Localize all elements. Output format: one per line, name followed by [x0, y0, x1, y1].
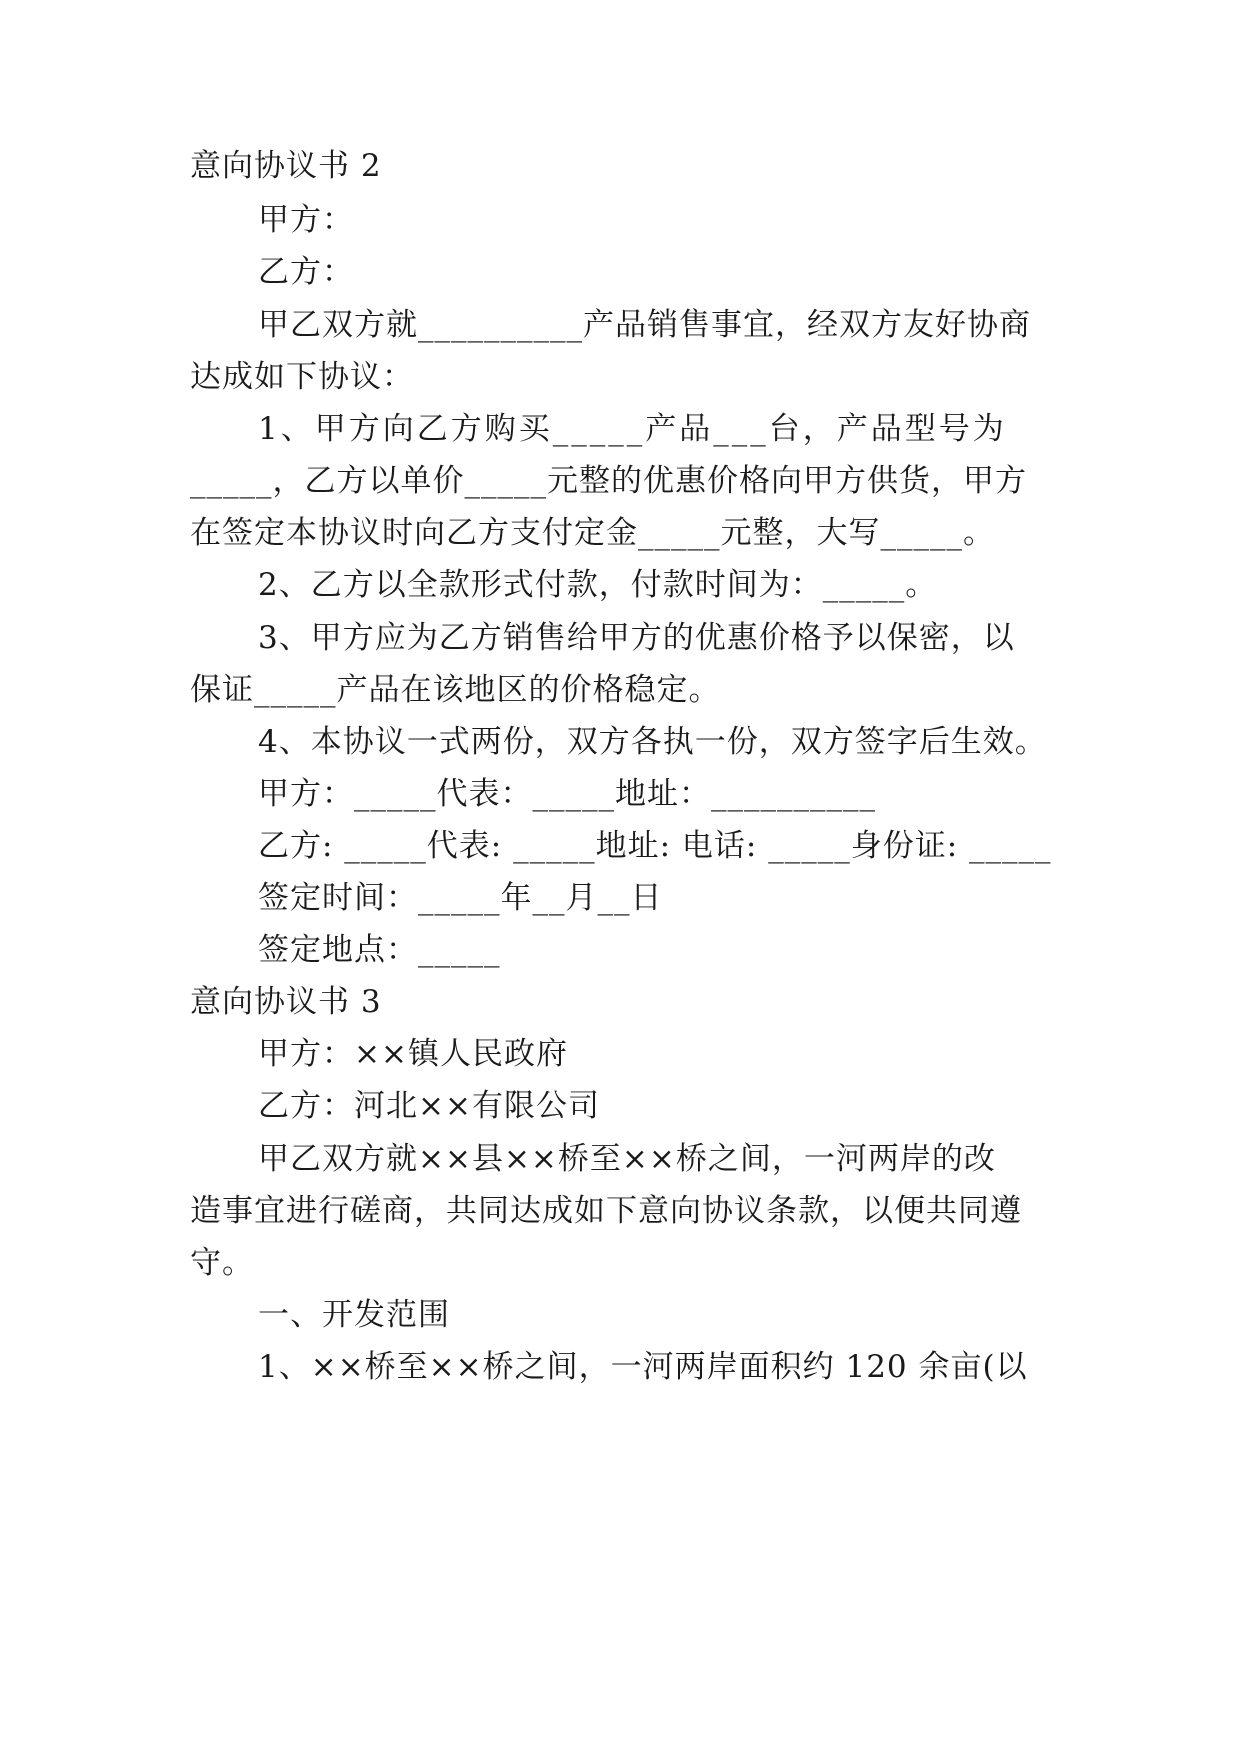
doc2-item3-line-2: 保证_____产品在该地区的价格稳定。: [190, 672, 721, 708]
doc3-intro-line-2: 造事宜进行磋商，共同达成如下意向协议条款，以便共同遵: [190, 1193, 1022, 1229]
doc2-item1-line-3: 在签定本协议时向乙方支付定金_____元整，大写_____。: [190, 515, 995, 551]
doc3-party-a: 甲方：××镇人民政府: [258, 1036, 568, 1072]
doc2-sign-time: 签定时间：_____年__月__日: [258, 880, 663, 916]
doc3-intro-line-3: 守。: [190, 1245, 254, 1281]
doc2-party-b: 乙方：: [258, 254, 354, 290]
doc3-intro-line-1: 甲乙双方就××县××桥至××桥之间，一河两岸的改: [258, 1141, 996, 1177]
doc2-signature-party-a: 甲方：_____代表：_____地址：__________: [258, 776, 876, 812]
doc3-section-heading: 一、开发范围: [258, 1297, 450, 1333]
doc2-item1-line-1: 1、甲方向乙方购买_____产品___台，产品型号为: [258, 411, 1007, 447]
doc2-title: 意向协议书 2: [190, 148, 382, 184]
doc2-item1-line-2: _____，乙方以单价_____元整的优惠价格向甲方供货，甲方: [190, 463, 1027, 499]
doc2-item3-line-1: 3、甲方应为乙方销售给甲方的优惠价格予以保密，以: [258, 620, 1015, 656]
doc2-sign-place: 签定地点：_____: [258, 932, 501, 968]
doc2-item4: 4、本协议一式两份，双方各执一份，双方签字后生效。: [258, 724, 1047, 760]
doc2-intro-line-2: 达成如下协议：: [190, 359, 414, 395]
doc3-party-b: 乙方：河北××有限公司: [258, 1088, 600, 1124]
doc2-signature-party-b: 乙方: _____代表: _____地址: 电话: _____身份证: _____: [258, 828, 1052, 864]
doc2-party-a: 甲方：: [258, 202, 354, 238]
doc2-item2: 2、乙方以全款形式付款，付款时间为：_____。: [258, 567, 938, 603]
doc3-title: 意向协议书 3: [190, 984, 382, 1020]
doc2-intro-line-1: 甲乙双方就__________产品销售事宜，经双方友好协商: [258, 307, 1031, 343]
doc3-section1-item1: 1、××桥至××桥之间，一河两岸面积约 120 余亩(以: [258, 1349, 1028, 1385]
